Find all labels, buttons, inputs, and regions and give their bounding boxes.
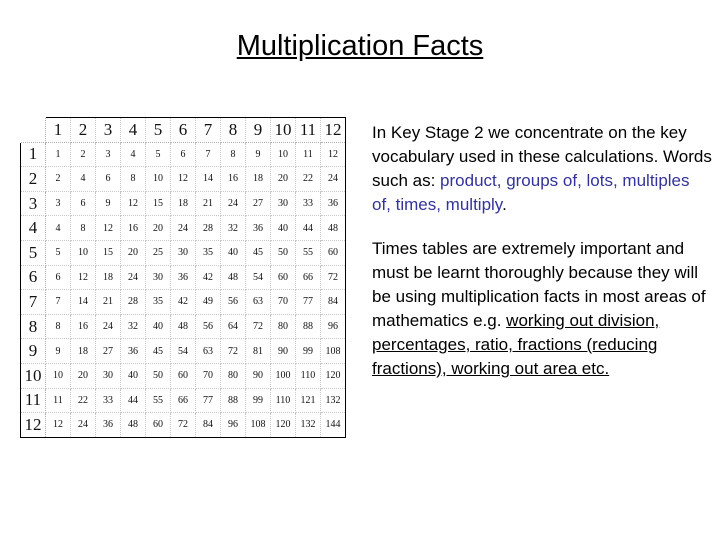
table-cell: 132 <box>321 388 346 413</box>
table-row <box>21 265 346 290</box>
table-corner <box>21 118 46 143</box>
table-cell: 80 <box>221 363 246 388</box>
table-cell: 50 <box>146 363 171 388</box>
row-header: 9 <box>21 339 46 364</box>
table-row <box>21 388 346 413</box>
row-header: 2 <box>21 167 46 192</box>
table-cell: 40 <box>271 216 296 241</box>
table-cell: 56 <box>196 314 221 339</box>
row-header: 7 <box>21 290 46 315</box>
table-cell: 60 <box>171 363 196 388</box>
table-cell: 30 <box>146 265 171 290</box>
table-cell: 8 <box>71 216 96 241</box>
table-cell: 21 <box>96 290 121 315</box>
table-cell: 49 <box>196 290 221 315</box>
table-cell: 5 <box>146 142 171 167</box>
table-cell: 40 <box>146 314 171 339</box>
table-cell: 45 <box>146 339 171 364</box>
table-cell: 44 <box>121 388 146 413</box>
table-cell: 5 <box>46 240 71 265</box>
table-cell: 15 <box>96 240 121 265</box>
table-cell: 27 <box>246 191 271 216</box>
table-cell: 3 <box>96 142 121 167</box>
table-row <box>21 240 346 265</box>
table-cell: 2 <box>46 167 71 192</box>
vocabulary-end: . <box>502 195 507 214</box>
table-cell: 108 <box>321 339 346 364</box>
table-cell: 28 <box>196 216 221 241</box>
table-cell: 20 <box>271 167 296 192</box>
table-cell: 99 <box>246 388 271 413</box>
table-row <box>21 413 346 438</box>
table-cell: 24 <box>96 314 121 339</box>
table-cell: 56 <box>221 290 246 315</box>
row-header: 11 <box>21 388 46 413</box>
table-cell: 6 <box>46 265 71 290</box>
table-cell: 16 <box>71 314 96 339</box>
table-cell: 9 <box>96 191 121 216</box>
table-cell: 28 <box>121 290 146 315</box>
table-cell: 70 <box>271 290 296 315</box>
table-cell: 100 <box>271 363 296 388</box>
table-cell: 108 <box>246 413 271 438</box>
table-cell: 96 <box>221 413 246 438</box>
table-cell: 11 <box>296 142 321 167</box>
table-cell: 84 <box>321 290 346 315</box>
table-cell: 20 <box>121 240 146 265</box>
table-cell: 45 <box>246 240 271 265</box>
table-cell: 6 <box>96 167 121 192</box>
table-cell: 48 <box>221 265 246 290</box>
table-cell: 63 <box>246 290 271 315</box>
table-cell: 54 <box>171 339 196 364</box>
column-header: 9 <box>246 118 271 143</box>
table-cell: 10 <box>271 142 296 167</box>
column-header: 2 <box>71 118 96 143</box>
table-cell: 20 <box>146 216 171 241</box>
paragraph-importance <box>372 237 712 381</box>
table-cell: 16 <box>121 216 146 241</box>
table-header-row <box>21 118 346 143</box>
table-cell: 18 <box>171 191 196 216</box>
table-cell: 80 <box>271 314 296 339</box>
table-cell: 132 <box>296 413 321 438</box>
vocabulary-intro: In Key Stage 2 we concentrate on the key vocabulary used in these calculations. Words such as: <box>372 123 712 190</box>
table-cell: 16 <box>221 167 246 192</box>
row-header: 4 <box>21 216 46 241</box>
column-header: 11 <box>296 118 321 143</box>
table-cell: 144 <box>321 413 346 438</box>
table-cell: 24 <box>321 167 346 192</box>
page-title: Multiplication Facts <box>236 30 484 62</box>
table-cell: 42 <box>171 290 196 315</box>
table-cell: 4 <box>121 142 146 167</box>
table-cell: 99 <box>296 339 321 364</box>
table-cell: 24 <box>221 191 246 216</box>
table-cell: 32 <box>121 314 146 339</box>
table-cell: 10 <box>71 240 96 265</box>
multiplication-table <box>20 117 346 438</box>
table-cell: 44 <box>296 216 321 241</box>
table-cell: 110 <box>271 388 296 413</box>
table-cell: 40 <box>221 240 246 265</box>
table-cell: 12 <box>96 216 121 241</box>
table-cell: 72 <box>321 265 346 290</box>
column-header: 6 <box>171 118 196 143</box>
table-cell: 6 <box>71 191 96 216</box>
column-header: 4 <box>121 118 146 143</box>
table-cell: 24 <box>121 265 146 290</box>
table-cell: 22 <box>71 388 96 413</box>
table-cell: 25 <box>146 240 171 265</box>
table-cell: 90 <box>271 339 296 364</box>
table-cell: 14 <box>71 290 96 315</box>
table-cell: 121 <box>296 388 321 413</box>
table-cell: 8 <box>121 167 146 192</box>
table-cell: 70 <box>196 363 221 388</box>
table-row <box>21 191 346 216</box>
table-cell: 15 <box>146 191 171 216</box>
table-cell: 55 <box>146 388 171 413</box>
table-cell: 60 <box>321 240 346 265</box>
table-cell: 40 <box>121 363 146 388</box>
table-cell: 12 <box>71 265 96 290</box>
table-cell: 8 <box>46 314 71 339</box>
table-cell: 3 <box>46 191 71 216</box>
column-header: 7 <box>196 118 221 143</box>
table-cell: 24 <box>71 413 96 438</box>
table-cell: 35 <box>146 290 171 315</box>
table-row <box>21 142 346 167</box>
row-header: 5 <box>21 240 46 265</box>
table-cell: 33 <box>296 191 321 216</box>
table-cell: 72 <box>221 339 246 364</box>
table-cell: 1 <box>46 142 71 167</box>
table-cell: 12 <box>121 191 146 216</box>
table-cell: 36 <box>171 265 196 290</box>
vocabulary-words: product, groups of, lots, multiples of, times, multiply <box>372 171 690 214</box>
table-cell: 18 <box>246 167 271 192</box>
table-cell: 14 <box>196 167 221 192</box>
table-cell: 36 <box>321 191 346 216</box>
table-cell: 55 <box>296 240 321 265</box>
table-cell: 77 <box>196 388 221 413</box>
table-cell: 50 <box>271 240 296 265</box>
row-header: 8 <box>21 314 46 339</box>
table-cell: 88 <box>221 388 246 413</box>
table-cell: 81 <box>246 339 271 364</box>
table-cell: 35 <box>196 240 221 265</box>
table-cell: 33 <box>96 388 121 413</box>
paragraph-vocabulary <box>372 121 712 217</box>
table-cell: 20 <box>71 363 96 388</box>
table-cell: 84 <box>196 413 221 438</box>
table-cell: 10 <box>46 363 71 388</box>
row-header: 1 <box>21 142 46 167</box>
row-header: 6 <box>21 265 46 290</box>
importance-intro: Times tables are extremely important and must be learnt thoroughly because they will be using multiplication facts in most areas of mathematics e.g. <box>372 239 706 330</box>
table-cell: 64 <box>221 314 246 339</box>
table-cell: 7 <box>46 290 71 315</box>
table-cell: 18 <box>96 265 121 290</box>
table-cell: 6 <box>171 142 196 167</box>
table-cell: 30 <box>171 240 196 265</box>
table-cell: 48 <box>321 216 346 241</box>
table-cell: 2 <box>71 142 96 167</box>
table-cell: 66 <box>171 388 196 413</box>
table-cell: 8 <box>221 142 246 167</box>
table-cell: 60 <box>271 265 296 290</box>
table-cell: 63 <box>196 339 221 364</box>
row-header: 12 <box>21 413 46 438</box>
table-cell: 9 <box>246 142 271 167</box>
table-cell: 77 <box>296 290 321 315</box>
table-cell: 96 <box>321 314 346 339</box>
table-cell: 54 <box>246 265 271 290</box>
table-row <box>21 339 346 364</box>
table-cell: 27 <box>96 339 121 364</box>
table-cell: 12 <box>171 167 196 192</box>
table-cell: 42 <box>196 265 221 290</box>
table-cell: 72 <box>246 314 271 339</box>
row-header: 10 <box>21 363 46 388</box>
table-cell: 4 <box>71 167 96 192</box>
column-header: 8 <box>221 118 246 143</box>
table-cell: 30 <box>271 191 296 216</box>
column-header: 12 <box>321 118 346 143</box>
table-cell: 11 <box>46 388 71 413</box>
table-cell: 9 <box>46 339 71 364</box>
table-cell: 66 <box>296 265 321 290</box>
table-cell: 48 <box>171 314 196 339</box>
table-cell: 36 <box>246 216 271 241</box>
table-row <box>21 314 346 339</box>
column-header: 1 <box>46 118 71 143</box>
table-cell: 48 <box>121 413 146 438</box>
importance-examples: working out division, percentages, ratio, fractions (reducing fractions), working out area etc. <box>372 311 660 378</box>
table-cell: 18 <box>71 339 96 364</box>
table-cell: 4 <box>46 216 71 241</box>
table-cell: 36 <box>96 413 121 438</box>
table-cell: 12 <box>321 142 346 167</box>
table-row <box>21 167 346 192</box>
table-cell: 10 <box>146 167 171 192</box>
table-cell: 30 <box>96 363 121 388</box>
column-header: 5 <box>146 118 171 143</box>
column-header: 3 <box>96 118 121 143</box>
table-cell: 72 <box>171 413 196 438</box>
table-cell: 120 <box>271 413 296 438</box>
table-row <box>21 290 346 315</box>
table-cell: 110 <box>296 363 321 388</box>
table-cell: 90 <box>246 363 271 388</box>
table-cell: 7 <box>196 142 221 167</box>
multiplication-table-container <box>20 117 346 438</box>
table-cell: 21 <box>196 191 221 216</box>
table-cell: 60 <box>146 413 171 438</box>
table-row <box>21 363 346 388</box>
column-header: 10 <box>271 118 296 143</box>
table-cell: 24 <box>171 216 196 241</box>
row-header: 3 <box>21 191 46 216</box>
table-cell: 22 <box>296 167 321 192</box>
table-cell: 88 <box>296 314 321 339</box>
table-row <box>21 216 346 241</box>
table-cell: 32 <box>221 216 246 241</box>
text-panel <box>372 121 712 401</box>
table-cell: 120 <box>321 363 346 388</box>
table-cell: 36 <box>121 339 146 364</box>
table-cell: 12 <box>46 413 71 438</box>
